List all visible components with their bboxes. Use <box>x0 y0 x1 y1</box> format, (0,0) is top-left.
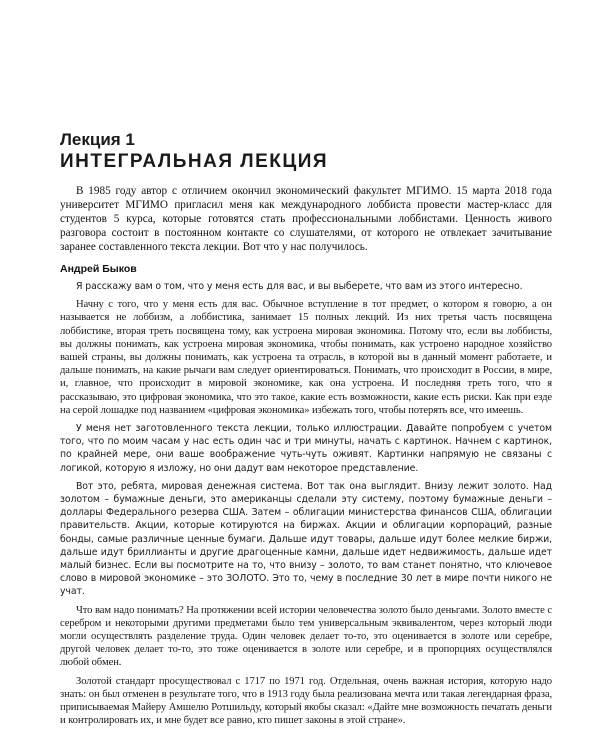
body-paragraph: Я расскажу вам о том, что у меня есть для вас, и вы выберете, что вам из этого интересно. <box>76 281 523 292</box>
body-paragraph: Что вам надо понимать? На протяжении всей истории человечества золото было деньгами. Золото вместе с серебром и некоторыми другими предметами было тем универсальным эквивалентом, через который люди могли осуществлять разделение труда. Один человек делает то-то, это оценивается в золоте или серебре, другой человек делает то-то, это тоже оценивается в золоте или серебре, и в пропорциях осуществлялся любой обмен. <box>60 604 552 669</box>
page <box>60 130 552 728</box>
body-paragraph: Золотой стандарт просуществовал с 1717 по 1971 год. Отдельная, очень важная история, которую надо знать: он был отменен в результате того, что в 1913 году была реализована мечта или такая легендарная фраза, приписываемая Майеру Амшелю Ротшильду, который якобы сказал: «Дайте мне возможность печатать деньги и контролировать их, и мне будет все равно, кто пишет законы в этой стране». <box>60 675 552 727</box>
speaker-name: Андрей Быков <box>60 263 137 275</box>
body-paragraph: Начну с того, что у меня есть для вас. Обычное вступление в тот предмет, о котором я говорю, а он называется не лоббизм, а лоббистика, занимает 15 полных лекций. Из них третья часть посвящена лоббистике, вторая треть посвящена тому, как устроена мировая экономика. Потому что, если вы лоббисты, вы должны понимать, как устроена мировая экономика, чтобы понимать, как устроено народное хозяйство вашей страны, вы должны понимать, как устроена та отрасль, в которой вы в данный момент работаете, и дальше понимать, на какие рычаги вам следует ориентироваться. Понимать, что происходит в России, в мире, и, главное, что происходит в мировой экономике, как она устроена. И последняя треть того, что я рассказываю, это цифровая экономика, что это такое, какие есть возможности, какие есть риски. Как при езде на серой лошадке под названием «цифровая экономика» избежать того, чтобы потерять все, что имеешь. <box>60 299 552 416</box>
lecture-title: ИНТЕГРАЛЬНАЯ ЛЕКЦИЯ <box>60 151 329 172</box>
body-paragraph: Вот это, ребята, мировая денежная система. Вот так она выглядит. Внизу лежит золото. Над золотом – бумажные деньги, это американцы сделали эту систему, поэтому бумажные деньги – доллары Федерального резерва США. Затем – облигации министерства финансов США, облигации правительств. Акции, которые котируются на биржах. Акции и облигации корпораций, разные бонды, самые различные ценные бумаги. Дальше идут товары, дальше идут более мелкие биржи, дальше идут бриллианты и другие драгоценные камни, дальше идет недвижимость, дальше идет малый бизнес. Если вы посмотрите на то, что внизу – золото, то вам станет понятно, что ключевое слово в мировой экономике – это ЗОЛОТО. Это то, чему в последние 30 лет в мире почти никого не учат. <box>60 480 552 598</box>
lecture-label: Лекция 1 <box>60 130 135 149</box>
intro-paragraph: В 1985 году автор с отличием окончил экономический факультет МГИМО. 15 марта 2018 года университет МГИМО пригласил меня как международного лоббиста провести мастер-класс для студентов 5 курса, которые готовятся стать профессиональными лоббистами. Ценность живого разговора состоит в постоянном контакте со слушателями, от которого не отвлекает зачитывание заранее составленного текста лекции. Вот что у нас получилось. <box>60 185 552 253</box>
body-paragraph: У меня нет заготовленного текста лекции, только иллюстрации. Давайте попробуем с учетом того, что по моим часам у нас есть один час и три минуты, начать с картинок. Начнем с картинок, по крайней мере, они ваше воображение чуть-чуть оживят. Картинки напрямую не связаны с логикой, которую я изложу, но они дадут вам некоторое представление. <box>60 423 552 474</box>
